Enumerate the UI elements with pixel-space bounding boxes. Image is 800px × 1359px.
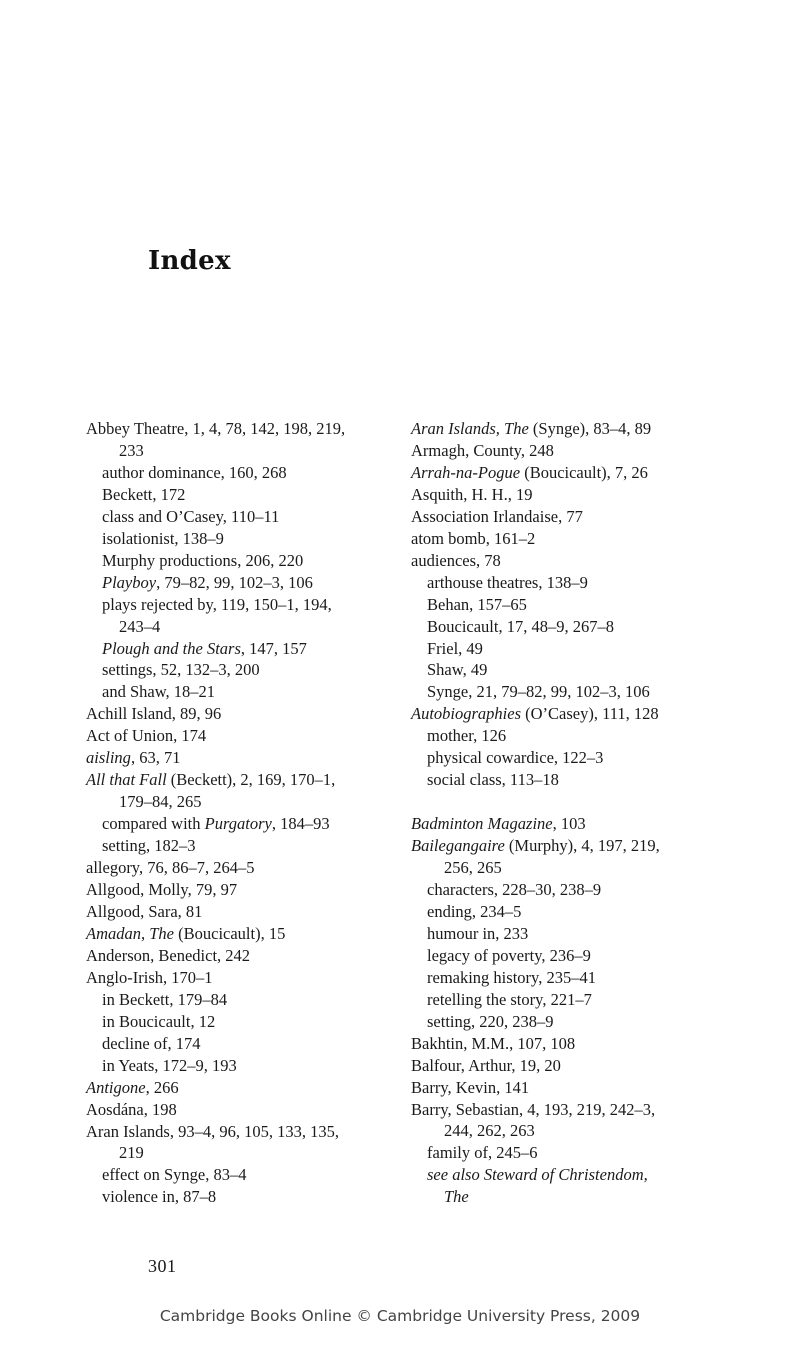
index-text: setting, 220, 238–9 (427, 1011, 554, 1031)
index-entry (411, 550, 711, 572)
index-entry (411, 1055, 711, 1077)
index-text: Bakhtin, M.M., 107, 108 (411, 1033, 576, 1053)
index-entry (411, 440, 711, 462)
index-text: retelling the story, 221–7 (427, 989, 592, 1009)
index-text: 233 (119, 440, 144, 460)
index-text: in Yeats, 172–9, 193 (102, 1055, 237, 1075)
index-column-left (86, 418, 386, 1208)
index-text: Association Irlandaise, 77 (411, 506, 583, 526)
index-text: in Boucicault, 12 (102, 1011, 216, 1031)
index-text: Allgood, Molly, 79, 97 (86, 880, 238, 900)
index-text: audiences, 78 (411, 550, 501, 570)
index-text: Bailegangaire (411, 836, 505, 856)
index-text: Shaw, 49 (427, 660, 488, 680)
index-entry (411, 813, 711, 835)
index-text: Autobiographies (411, 704, 521, 724)
index-subentry (86, 462, 386, 484)
index-text: Friel, 49 (427, 638, 483, 658)
index-text: atom bomb, 161–2 (411, 528, 536, 548)
index-text: Anglo-Irish, 170–1 (86, 967, 213, 987)
index-entry (411, 703, 711, 725)
index-entry (411, 418, 711, 440)
page-title: Index (148, 246, 231, 276)
index-subentry (86, 528, 386, 550)
index-subentry (86, 506, 386, 528)
index-subentry (86, 1186, 386, 1208)
index-text: Synge, 21, 79–82, 99, 102–3, 106 (427, 682, 650, 702)
index-entry (86, 1099, 386, 1121)
index-text: Abbey Theatre, 1, 4, 78, 142, 198, 219, (86, 419, 346, 438)
index-text: Allgood, Sara, 81 (86, 901, 203, 921)
index-continuation (411, 1186, 711, 1208)
index-subentry (86, 835, 386, 857)
index-text: violence in, 87–8 (102, 1187, 217, 1207)
index-text: decline of, 174 (102, 1033, 201, 1053)
index-entry (411, 528, 711, 550)
index-subentry (411, 769, 711, 791)
index-text: The (444, 1187, 469, 1207)
index-text: Act of Union, 174 (86, 726, 207, 746)
index-text: Purgatory (204, 814, 272, 834)
index-text: author dominance, 160, 268 (102, 462, 287, 482)
index-subentry (86, 1055, 386, 1077)
index-text: 219 (119, 1143, 144, 1163)
index-text: remaking history, 235–41 (427, 967, 596, 987)
index-subentry (86, 484, 386, 506)
index-subentry (411, 901, 711, 923)
index-spacer (411, 791, 711, 813)
index-continuation (86, 440, 386, 462)
index-text: Anderson, Benedict, 242 (86, 945, 251, 965)
index-text: Murphy productions, 206, 220 (102, 550, 304, 570)
index-entry (86, 945, 386, 967)
index-subentry (86, 659, 386, 681)
index-subentry (411, 1164, 711, 1186)
index-continuation (86, 616, 386, 638)
index-subentry (411, 638, 711, 660)
index-subentry (86, 550, 386, 572)
index-subentry (411, 747, 711, 769)
index-text: (Boucicault), 7, 26 (520, 462, 648, 482)
index-text: , 184–93 (271, 814, 330, 834)
index-subentry (411, 725, 711, 747)
index-text: 179–84, 265 (119, 792, 202, 812)
index-subentry (86, 813, 386, 835)
index-text: (Murphy), 4, 197, 219, (504, 836, 660, 856)
index-entry (86, 1077, 386, 1099)
index-text: Aran Islands, 93–4, 96, 105, 133, 135, (86, 1121, 339, 1141)
index-text: All that Fall (86, 770, 167, 790)
index-subentry (86, 681, 386, 703)
index-subentry (411, 659, 711, 681)
index-subentry (411, 989, 711, 1011)
index-text: Barry, Kevin, 141 (411, 1077, 530, 1097)
index-subentry (86, 989, 386, 1011)
index-text: mother, 126 (427, 726, 507, 746)
index-entry (411, 835, 711, 857)
index-text: Beckett, 172 (102, 484, 186, 504)
index-subentry (411, 879, 711, 901)
index-text: social class, 113–18 (427, 770, 559, 790)
index-text: 256, 265 (444, 858, 502, 878)
index-text: Plough and the Stars (102, 638, 241, 658)
index-text: physical cowardice, 122–3 (427, 748, 604, 768)
index-entry (86, 1121, 386, 1143)
index-text: settings, 52, 132–3, 200 (102, 660, 260, 680)
index-subentry (411, 945, 711, 967)
index-text: Armagh, County, 248 (411, 440, 554, 460)
index-entry (86, 879, 386, 901)
index-text: Aosdána, 198 (86, 1099, 177, 1119)
index-text: plays rejected by, 119, 150–1, 194, (102, 594, 332, 614)
index-entry (86, 418, 386, 440)
index-text: isolationist, 138–9 (102, 528, 224, 548)
index-text: Boucicault, 17, 48–9, 267–8 (427, 616, 614, 636)
index-subentry (411, 1011, 711, 1033)
index-entry (86, 769, 386, 791)
index-subentry (86, 638, 386, 660)
index-text: arthouse theatres, 138–9 (427, 572, 588, 592)
index-text: (Synge), 83–4, 89 (528, 419, 652, 438)
index-subentry (86, 1011, 386, 1033)
index-text: compared with (102, 814, 205, 834)
index-continuation (411, 857, 711, 879)
index-text: ending, 234–5 (427, 901, 522, 921)
index-text: (Boucicault), 15 (174, 923, 286, 943)
index-text: and Shaw, 18–21 (102, 682, 216, 702)
index-subentry (86, 572, 386, 594)
index-text: , 266 (145, 1077, 179, 1097)
index-subentry (86, 1033, 386, 1055)
index-text: class and O’Casey, 110–11 (102, 506, 280, 526)
index-text: Achill Island, 89, 96 (86, 704, 222, 724)
index-subentry (86, 1164, 386, 1186)
index-text: , 147, 157 (240, 638, 307, 658)
index-entry (411, 1033, 711, 1055)
index-continuation (411, 1120, 711, 1142)
index-subentry (86, 594, 386, 616)
index-entry (86, 923, 386, 945)
index-entry (86, 747, 386, 769)
index-text: effect on Synge, 83–4 (102, 1165, 247, 1185)
index-entry (86, 901, 386, 923)
index-subentry (411, 923, 711, 945)
index-text: humour in, 233 (427, 923, 529, 943)
index-text: Barry, Sebastian, 4, 193, 219, 242–3, (411, 1099, 656, 1119)
index-text: legacy of poverty, 236–9 (427, 945, 591, 965)
index-text: aisling (86, 748, 131, 768)
index-text: (Beckett), 2, 169, 170–1, (166, 770, 336, 790)
index-text: , 103 (552, 814, 586, 834)
footer-credit: Cambridge Books Online © Cambridge University Press, 2009 (159, 1307, 641, 1325)
index-text: (O’Casey), 111, 128 (521, 704, 659, 724)
index-subentry (411, 616, 711, 638)
index-text: Playboy (102, 572, 157, 592)
index-text: family of, 245–6 (427, 1143, 538, 1163)
page-number: 301 (148, 1256, 177, 1276)
index-text: Arrah-na-Pogue (411, 462, 521, 482)
index-entry (411, 506, 711, 528)
index-entry (411, 1099, 711, 1121)
index-entry (86, 703, 386, 725)
index-text: Antigone (86, 1077, 146, 1097)
index-text: , 63, 71 (130, 748, 181, 768)
index-text: Aran Islands, The (411, 419, 529, 438)
index-text: 243–4 (119, 616, 161, 636)
index-continuation (86, 791, 386, 813)
index-text: 244, 262, 263 (444, 1121, 535, 1141)
index-text: see also Steward of Christendom, (427, 1165, 648, 1185)
index-entry (86, 967, 386, 989)
index-subentry (411, 681, 711, 703)
index-text: in Beckett, 179–84 (102, 989, 228, 1009)
index-column-right (411, 418, 711, 1208)
index-subentry (411, 967, 711, 989)
index-continuation (86, 1142, 386, 1164)
index-entry (411, 1077, 711, 1099)
index-text: Asquith, H. H., 19 (411, 484, 533, 504)
index-text: Behan, 157–65 (427, 594, 527, 614)
index-entry (86, 857, 386, 879)
index-entry (411, 484, 711, 506)
index-text: , 79–82, 99, 102–3, 106 (156, 572, 313, 592)
index-text: Balfour, Arthur, 19, 20 (411, 1055, 561, 1075)
index-text: characters, 228–30, 238–9 (427, 880, 602, 899)
index-subentry (411, 594, 711, 616)
index-entry (86, 725, 386, 747)
index-entry (411, 462, 711, 484)
index-subentry (411, 572, 711, 594)
index-subentry (411, 1142, 711, 1164)
index-text: Badminton Magazine (411, 814, 553, 834)
index-text: setting, 182–3 (102, 836, 196, 856)
index-text: Amadan, The (86, 923, 174, 943)
index-text: allegory, 76, 86–7, 264–5 (86, 858, 255, 878)
